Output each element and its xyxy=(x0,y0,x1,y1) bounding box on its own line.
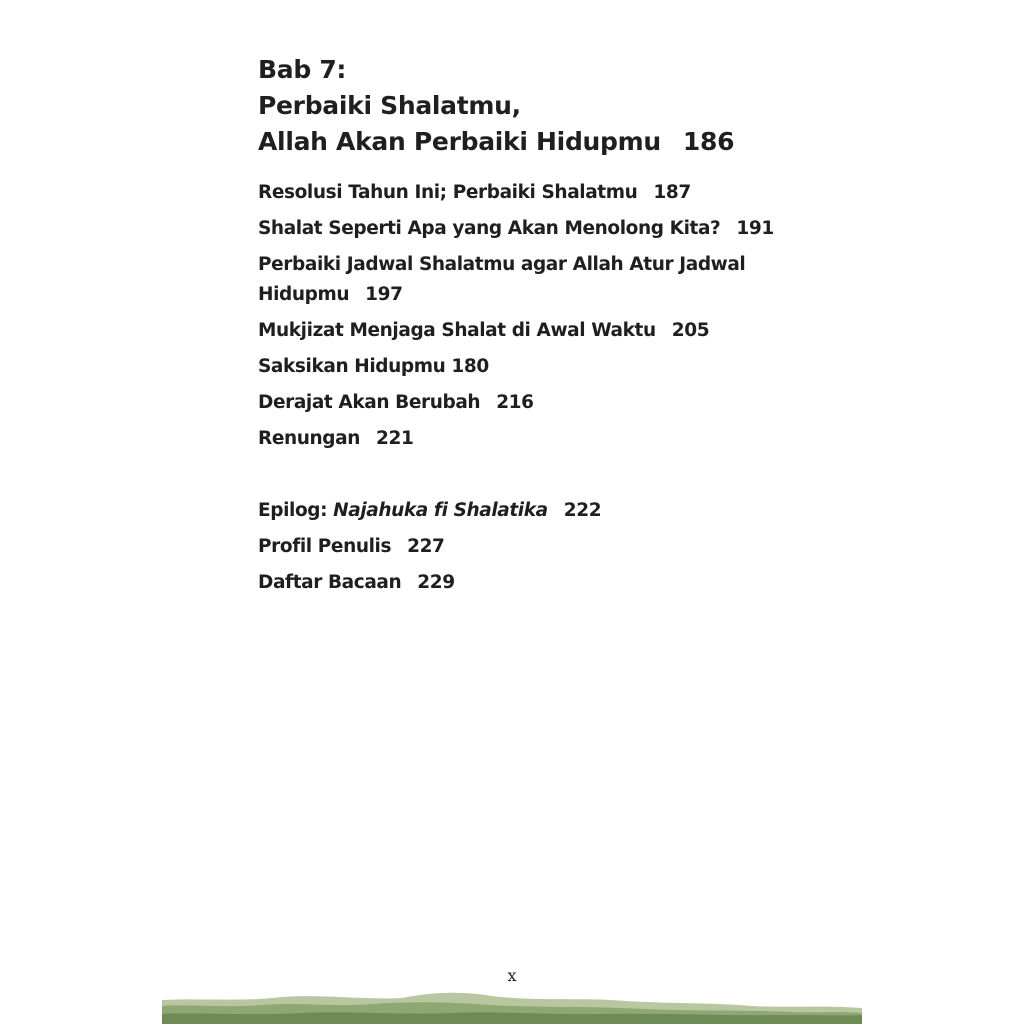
landscape-illustration xyxy=(162,988,862,1024)
epilog-prefix: Epilog: xyxy=(258,500,328,521)
chapter-heading xyxy=(258,52,778,160)
toc-entry-page: 191 xyxy=(736,218,774,239)
profile-page: 227 xyxy=(407,536,445,557)
epilog-page: 222 xyxy=(563,500,602,521)
toc-entry-page: 216 xyxy=(496,392,534,413)
toc-entry xyxy=(258,388,778,418)
reading-list-title: Daftar Bacaan xyxy=(258,572,402,593)
toc-entry-page: 187 xyxy=(653,182,691,203)
toc-entry-page: 221 xyxy=(376,428,414,449)
table-of-contents xyxy=(258,52,778,604)
toc-entry-title-continued: Hidupmu xyxy=(258,284,350,305)
toc-entry-title: Resolusi Tahun Ini; Perbaiki Shalatmu xyxy=(258,182,638,203)
toc-entry-title: Shalat Seperti Apa yang Akan Menolong Kita? xyxy=(258,218,721,239)
toc-entry-page: 205 xyxy=(671,320,710,341)
toc-entry xyxy=(258,250,778,310)
toc-entry-title: Perbaiki Jadwal Shalatmu agar Allah Atur Jadwal xyxy=(258,254,746,275)
section-spacer xyxy=(258,460,778,496)
toc-entry xyxy=(258,352,778,382)
toc-entry-epilog xyxy=(258,496,778,526)
chapter-title-line-1: Perbaiki Shalatmu, xyxy=(258,91,521,120)
chapter-title-text: Allah Akan Perbaiki Hidupmu xyxy=(258,127,661,156)
toc-entry-title: Derajat Akan Berubah xyxy=(258,392,481,413)
toc-entry xyxy=(258,178,778,208)
chapter-title-line-2 xyxy=(258,124,778,160)
toc-entry-page: 197 xyxy=(365,284,403,305)
toc-entry-profile xyxy=(258,532,778,562)
toc-entry xyxy=(258,316,778,346)
toc-entry-title: Renungan xyxy=(258,428,361,449)
reading-list-page: 229 xyxy=(417,572,455,593)
chapter-number: Bab 7: xyxy=(258,55,347,84)
toc-entry xyxy=(258,214,778,244)
toc-entry-reading-list xyxy=(258,568,778,598)
toc-entry-title: Saksikan Hidupmu xyxy=(258,356,446,377)
toc-entry xyxy=(258,424,778,454)
chapter-page-number: 186 xyxy=(682,127,735,156)
toc-entry-title: Mukjizat Menjaga Shalat di Awal Waktu xyxy=(258,320,656,341)
epilog-title: Najahuka fi Shalatika xyxy=(333,500,548,521)
toc-entry-page: 180 xyxy=(451,356,489,377)
profile-title: Profil Penulis xyxy=(258,536,392,557)
page-folio: x xyxy=(507,966,517,985)
